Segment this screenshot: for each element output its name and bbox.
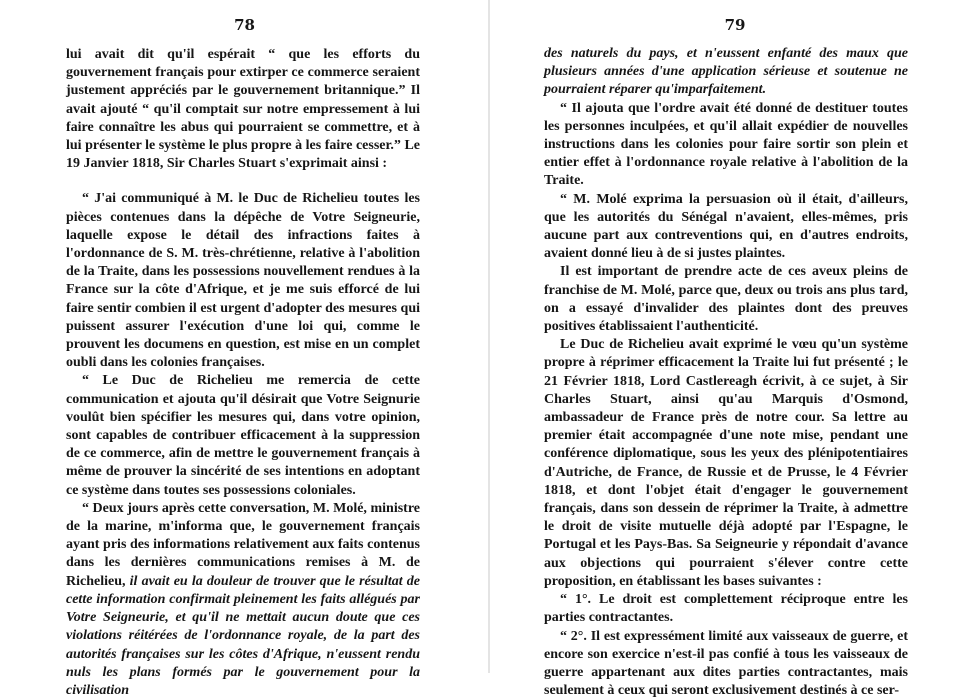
page-body <box>544 45 908 700</box>
page-body <box>66 46 420 700</box>
quote-roman-text: “ Deux jours après cette conversation, M. Molé, ministre de la marine, m'informa que, le gouvernement français ayant pris des informations relativement aux faits contenus dans les dernières communications remises à M. de Richelieu, <box>66 501 420 589</box>
body-paragraph: Le Duc de Richelieu avait exprimé le vœu qu'un système propre à réprimer efficacement la Traite lui fut présenté ; le 21 Février 1818, Lord Castlereagh écrivit, à ce sujet, à Sir Charles Stuart, ainsi qu'au Marquis d'Osmond, ambassadeur de France près de notre cour. Sa lettre au premier était accompagnée d'une note mise, pendant une conférence diplomatique, sous les yeux des plénipotentiaires d'Autriche, de France, de Russie et de Prusse, le 4 Février 1818, et dont l'objet était d'engager le gouvernement français, dans son dessein de réprimer la Traite, à admettre le droit de visite mutuelle déjà adopté par l'Espagne, le Portugal et les Pays-Bas. Sa Seigneurie y répondait d'avance aux objections qui pourraient s'élever contre cette proposition, en établissant les bases suivantes : <box>544 336 908 591</box>
quote-paragraph: “ M. Molé exprima la persuasion où il était, d'ailleurs, que les autorités du Sénégal n'avaient, elles-mêmes, pris aucune part aux contreventions qui, en d'autres endroits, avaient donné lieu à de si justes plaintes. <box>544 191 908 264</box>
intro-paragraph: lui avait dit qu'il espérait “ que les efforts du gouvernement français pour extirper ce commerce seraient justement appréciés par le gouvernement britannique.” Il avait ajouté “ qu'il comptait sur notre empressement à lui faire connaître les abus qui pourraient se commettre, et à lui présenter le système le plus propre à les faire cesser.” Le 19 Janvier 1818, Sir Charles Stuart s'exprimait ainsi : <box>66 46 420 173</box>
right-page <box>490 0 980 673</box>
quote-paragraph <box>66 500 420 700</box>
body-paragraph: Il est important de prendre acte de ces aveux pleins de franchise de M. Molé, parce que, deux ou trois ans plus tard, on a essayé d'invalider des plaintes dont des preuves positives établissaient l'authenticité. <box>544 263 908 336</box>
quote-paragraph: “ Le Duc de Richelieu me remercia de cette communication et ajouta qu'il désirait que Votre Seignurie voulût bien spécifier les mesures qui, dans votre opinion, sont capables de contribuer efficacement à la suppression de ce commerce, afin de mettre le gouvernement français à même de prouver la sincérité de ses intentions en adoptant ce système dans toutes ses possessions coloniales. <box>66 372 420 499</box>
list-item: “ 1°. Le droit est complettement réciproque entre les parties contractantes. <box>544 591 908 627</box>
quote-paragraph: “ J'ai communiqué à M. le Duc de Richelieu toutes les pièces contenues dans la dépêche de Votre Seigneurie, laquelle expose le détail des infractions faites à l'ordonnance de S. M. très-chrétienne, relative à l'abolition de la Traite, dans les possessions nouvellement rendues à la France sur la côte d'Afrique, et je me suis efforcé de lui faire sentir combien il est urgent d'adopter des mesures qui puissent assurer l'exécution d'une loi qui, comme le prouvent les documens en question, est mise en un complet oubli dans les colonies françaises. <box>66 190 420 372</box>
quote-italic-text: il avait eu la douleur de trouver que le résultat de cette information confirmait pleinement les faits allégués par Votre Seigneurie, et qu'il ne mettait aucun doute que ces violations réitérées de l'ordonnance royale, de la part des autorités françaises sur les côtes d'Afrique, n'eussent rendu nuls les plans formés par le gouvernement pour la civilisation <box>66 574 420 698</box>
list-item: “ 2°. Il est expressément limité aux vaisseaux de guerre, et encore son exercice n'est-il pas confié à tous les vaisseaux de guerre appartenant aux dites parties contractantes, mais seulement à ceux qui seront exclusivement destinés à ce ser- <box>544 628 908 700</box>
continued-italic-paragraph: des naturels du pays, et n'eussent enfanté des maux que plusieurs années d'une application sérieuse et soutenue ne pourraient réparer qu'imparfaitement. <box>544 45 908 100</box>
page-number: 79 <box>490 16 980 34</box>
left-page <box>0 0 489 673</box>
page-number: 78 <box>0 16 489 34</box>
quote-paragraph: “ Il ajouta que l'ordre avait été donné de destituer toutes les personnes inculpées, et qu'il allait expédier de nouvelles instructions dans les colonies pour faire sortir son plein et entier effet à l'ordonnance royale relative à l'abolition de la Traite. <box>544 100 908 191</box>
